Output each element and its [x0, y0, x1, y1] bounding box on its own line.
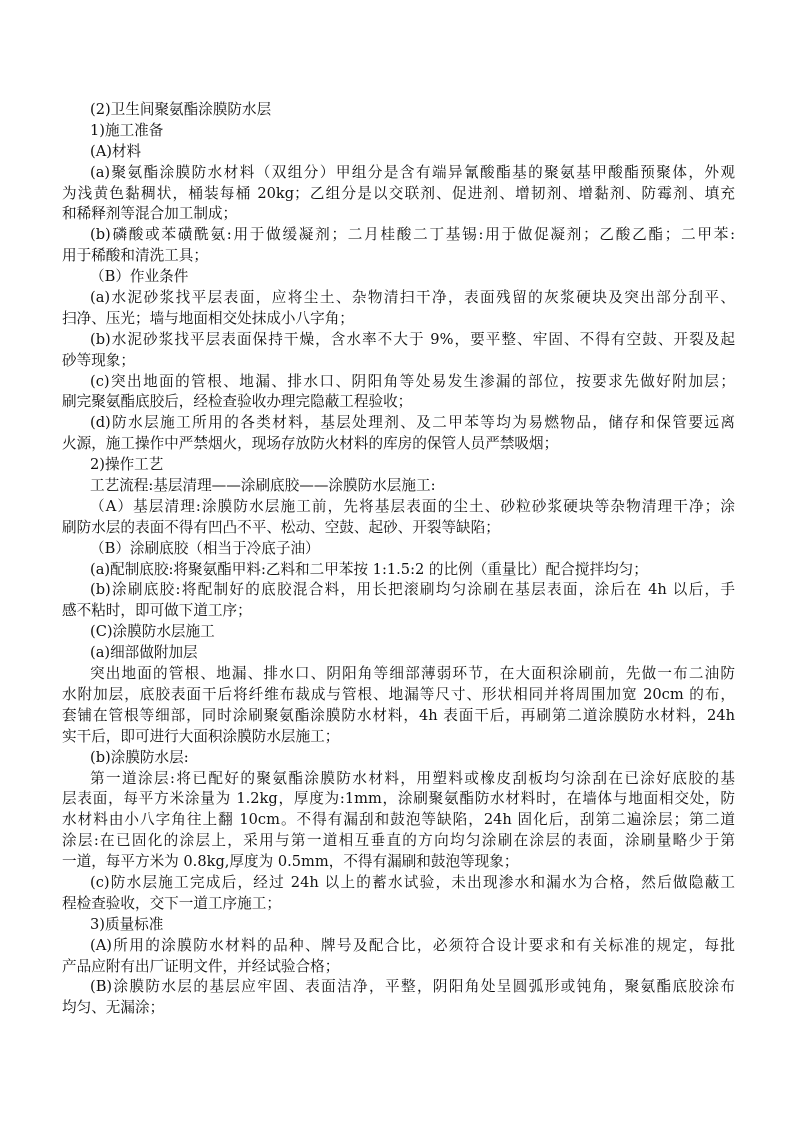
text-line: (A)所用的涂膜防水材料的品种、牌号及配合比，必须符合设计要求和有关标准的规定，每批	[90, 936, 735, 954]
paragraph	[62, 873, 735, 915]
text-line: 刷完聚氨酯底胶后，经检查验收办理完隐蔽工程验收；	[62, 393, 413, 411]
paragraph	[62, 455, 735, 476]
text-line: 套铺在管根等细部，同时涂刷聚氨酯涂膜防水材料，4h 表面干后，再刷第二道涂膜防水材料，24h	[62, 706, 735, 724]
paragraph	[62, 497, 735, 539]
text-line: (A)材料	[90, 142, 142, 160]
paragraph	[62, 622, 735, 643]
text-line: (2)卫生间聚氨酯涂膜防水层	[90, 101, 272, 118]
text-line: (a)聚氨酯涂膜防水材料（双组分）甲组分是含有端异氰酸酯基的聚氨基甲酸酯预聚体，外观	[90, 163, 735, 181]
text-line: 1)施工准备	[90, 121, 164, 139]
text-line: (a)细部做附加层	[90, 644, 198, 662]
text-line: 均匀、无漏涂；	[62, 999, 165, 1017]
text-line: 水附加层，底胶表面干后将纤维布裁成与管根、地漏等尺寸、形状相同并将周围加宽 20cm 的布，	[62, 685, 735, 703]
text-line: (c)防水层施工完成后，经过 24h 以上的蓄水试验，未出现渗水和漏水为合格，然后做隐蔽工	[90, 873, 735, 891]
paragraph	[62, 915, 735, 936]
text-line: (b)涂刷底胶:将配制好的底胶混合料，用长把滚刷均匀涂刷在基层表面，涂后在 4h 以后，手	[90, 581, 735, 599]
text-line: (b)水泥砂浆找平层表面保持干燥，含水率不大于 9%，要平整、牢固、不得有空鼓、开裂及起	[90, 330, 735, 348]
paragraph	[62, 560, 735, 581]
paragraph	[62, 413, 735, 455]
text-line: (b)涂膜防水层:	[90, 748, 189, 766]
paragraph	[62, 288, 735, 330]
paragraph	[62, 121, 735, 142]
paragraph	[62, 372, 735, 414]
paragraph	[62, 476, 735, 497]
text-line: 第一道涂层:将已配好的聚氨酯涂膜防水材料，用塑料或橡皮刮板均匀涂刮在已涂好底胶的基	[90, 769, 735, 787]
text-line: 涂层:在已固化的涂层上，采用与第一道相互垂直的方向均匀涂刷在涂层的表面，涂刷量略少于第	[62, 832, 735, 850]
paragraph	[62, 580, 735, 622]
text-line: 实干后，即可进行大面积涂膜防水层施工；	[62, 727, 340, 745]
text-line: (C)涂膜防水层施工	[90, 623, 215, 641]
text-line: 工艺流程:基层清理——涂刷底胶——涂膜防水层施工:	[90, 477, 436, 495]
text-line: （B）作业条件	[90, 268, 189, 286]
text-line: 一道，每平方米为 0.8kg,厚度为 0.5mm，不得有漏刷和鼓泡等现象；	[62, 853, 519, 871]
text-line: 和稀释剂等混合加工制成；	[62, 205, 238, 223]
text-line: (a)配制底胶:将聚氨酯甲料:乙料和二甲苯按 1:1.5:2 的比例（重量比）配合搅拌均匀；	[90, 560, 648, 578]
text-line: 砂等现象；	[62, 351, 135, 369]
paragraph	[62, 936, 735, 978]
text-line: (a)水泥砂浆找平层表面，应将尘土、杂物清扫干净，表面残留的灰浆硬块及突出部分刮平、	[90, 289, 735, 307]
text-line: 火源，施工操作中严禁烟火，现场存放防火材料的库房的保管人员严禁吸烟；	[62, 435, 559, 453]
paragraph	[62, 163, 735, 226]
text-line: 为浅黄色黏稠状，桶装每桶 20kg；乙组分是以交联剂、促进剂、增韧剂、增黏剂、防霉剂、填充	[62, 184, 735, 202]
paragraph	[62, 100, 735, 121]
text-line: （A）基层清理:涂膜防水层施工前，先将基层表面的尘土、砂粒砂浆硬块等杂物清理干净；涂	[90, 497, 735, 515]
document-page	[62, 100, 735, 1019]
text-line: 刷防水层的表面不得有凹凸不平、松动、空鼓、起砂、开裂等缺陷；	[62, 518, 500, 536]
text-line: 产品应附有出厂证明文件，并经试验合格；	[62, 957, 340, 975]
paragraph	[62, 664, 735, 748]
paragraph	[62, 977, 735, 1019]
text-line: 扫净、压光；墙与地面相交处抹成小八字角；	[62, 309, 354, 327]
text-line: (b)磷酸或苯磺酰氨:用于做缓凝剂；二月桂酸二丁基锡:用于做促凝剂；乙酸乙酯；二甲苯:	[90, 226, 735, 244]
paragraph	[62, 142, 735, 163]
text-line: (c)突出地面的管根、地漏、排水口、阴阳角等处易发生渗漏的部位，按要求先做好附加层；	[90, 372, 735, 390]
paragraph	[62, 748, 735, 769]
paragraph	[62, 330, 735, 372]
text-line: 水材料由小八字角往上翻 10cm。不得有漏刮和鼓泡等缺陷，24h 固化后，刮第二遍涂层；第二道	[62, 811, 735, 829]
text-line: (B)涂膜防水层的基层应牢固、表面洁净，平整，阴阳角处呈圆弧形或钝角，聚氨酯底胶涂布	[90, 978, 735, 996]
text-line: 层表面，每平方米涂量为 1.2kg，厚度为:1mm，涂刷聚氨酯防水材料时，在墙体与地面相交处，防	[62, 790, 735, 808]
text-line: (d)防水层施工所用的各类材料，基层处理剂、及二甲苯等均为易燃物品，储存和保管要远离	[90, 414, 735, 432]
paragraph	[62, 225, 735, 267]
text-line: 感不粘时，即可做下道工序；	[62, 602, 252, 620]
text-line: 2)操作工艺	[90, 456, 164, 474]
paragraph	[62, 769, 735, 873]
paragraph	[62, 267, 735, 288]
paragraph	[62, 643, 735, 664]
paragraph	[62, 539, 735, 560]
text-line: 3)质量标准	[90, 915, 164, 933]
text-line: （B）涂刷底胶（相当于冷底子油）	[90, 539, 320, 557]
text-line: 用于稀酸和清洗工具；	[62, 247, 208, 265]
text-line: 突出地面的管根、地漏、排水口、阴阳角等细部薄弱环节，在大面积涂刷前，先做一布二油防	[90, 665, 735, 683]
text-line: 程检查验收，交下一道工序施工；	[62, 894, 281, 912]
